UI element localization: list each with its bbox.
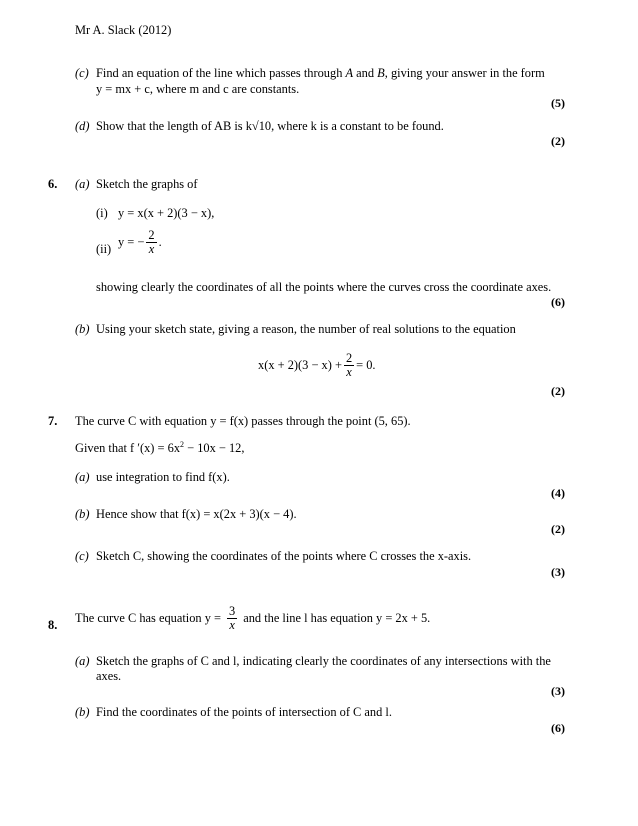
q6b-fraction: $\frac{2}{x}$ xyxy=(345,351,353,379)
q7-number: 7. xyxy=(48,414,58,428)
q6a-ii-label: (ii) xyxy=(96,242,112,256)
q6-number: 6. xyxy=(48,177,58,191)
q6a-i-equation: y = x(x + 2)(3 − x), xyxy=(118,206,215,220)
q6b-equation: x(x + 2)(3 − x) + $\frac{2}{x}$ = 0. xyxy=(258,351,376,379)
q6a-ii-equation: y = − $\frac{2}{x}$ . xyxy=(118,228,162,256)
q7a-label: (a) xyxy=(75,470,90,484)
q8a-line2: axes. xyxy=(96,669,122,683)
q6a-text: Sketch the graphs of xyxy=(96,177,198,191)
q7c-marks: (3) xyxy=(551,565,565,579)
q7c-label: (c) xyxy=(75,549,89,563)
q6a-marks: (6) xyxy=(551,295,565,309)
q7b-label: (b) xyxy=(75,507,90,521)
q8b-marks: (6) xyxy=(551,721,565,735)
q6b-label: (b) xyxy=(75,322,90,336)
q8-intro: The curve C has equation y = $\frac{3}{x}$ and the line l has equation y = 2x + 5. xyxy=(75,604,431,632)
q5c-label: (c) xyxy=(75,66,89,80)
q8b-text: Find the coordinates of the points of intersection of C and l. xyxy=(96,705,392,719)
q8-number: 8. xyxy=(48,618,58,632)
q7a-text: use integration to find f(x). xyxy=(96,470,230,484)
q6a-i-label: (i) xyxy=(96,206,108,220)
page-header: Mr A. Slack (2012) xyxy=(75,23,172,37)
q7b-text: Hence show that f(x) = x(2x + 3)(x − 4). xyxy=(96,507,297,521)
q5d-text: Show that the length of AB is k√10, where k is a constant to be found. xyxy=(96,119,444,133)
q7-intro: The curve C with equation y = f(x) passes through the point (5, 65). xyxy=(75,414,411,428)
q7b-marks: (2) xyxy=(551,522,565,536)
q5d-label: (d) xyxy=(75,119,90,133)
q8a-marks: (3) xyxy=(551,684,565,698)
q8a-label: (a) xyxy=(75,654,90,668)
q5c-line2: y = mx + c, where m and c are constants. xyxy=(96,82,300,96)
q7a-marks: (4) xyxy=(551,486,565,500)
q6a-label: (a) xyxy=(75,177,90,191)
q6b-marks: (2) xyxy=(551,384,565,398)
q5d-marks: (2) xyxy=(551,134,565,148)
q7-given: Given that f $'(x) = 6x^2 - 10x - 12$, xyxy=(75,439,245,455)
q8-fraction: $\frac{3}{x}$ xyxy=(229,604,236,632)
q6b-text: Using your sketch state, giving a reason, the number of real solutions to the equation xyxy=(96,322,516,336)
q5c-line1: Find an equation of the line which passes through A and B, giving your answer in the form xyxy=(96,66,545,80)
q7c-text: Sketch C, showing the coordinates of the points where C crosses the x-axis. xyxy=(96,549,472,563)
q8b-label: (b) xyxy=(75,705,90,719)
q8a-line1: Sketch the graphs of C and l, indicating clearly the coordinates of any intersections with the xyxy=(96,654,551,668)
q5c-marks: (5) xyxy=(551,96,565,110)
q6a-showing-text: showing clearly the coordinates of all the points where the curves cross the coordinate axes. xyxy=(96,280,552,294)
q6a-ii-fraction: $\frac{2}{x}$ xyxy=(148,228,155,256)
